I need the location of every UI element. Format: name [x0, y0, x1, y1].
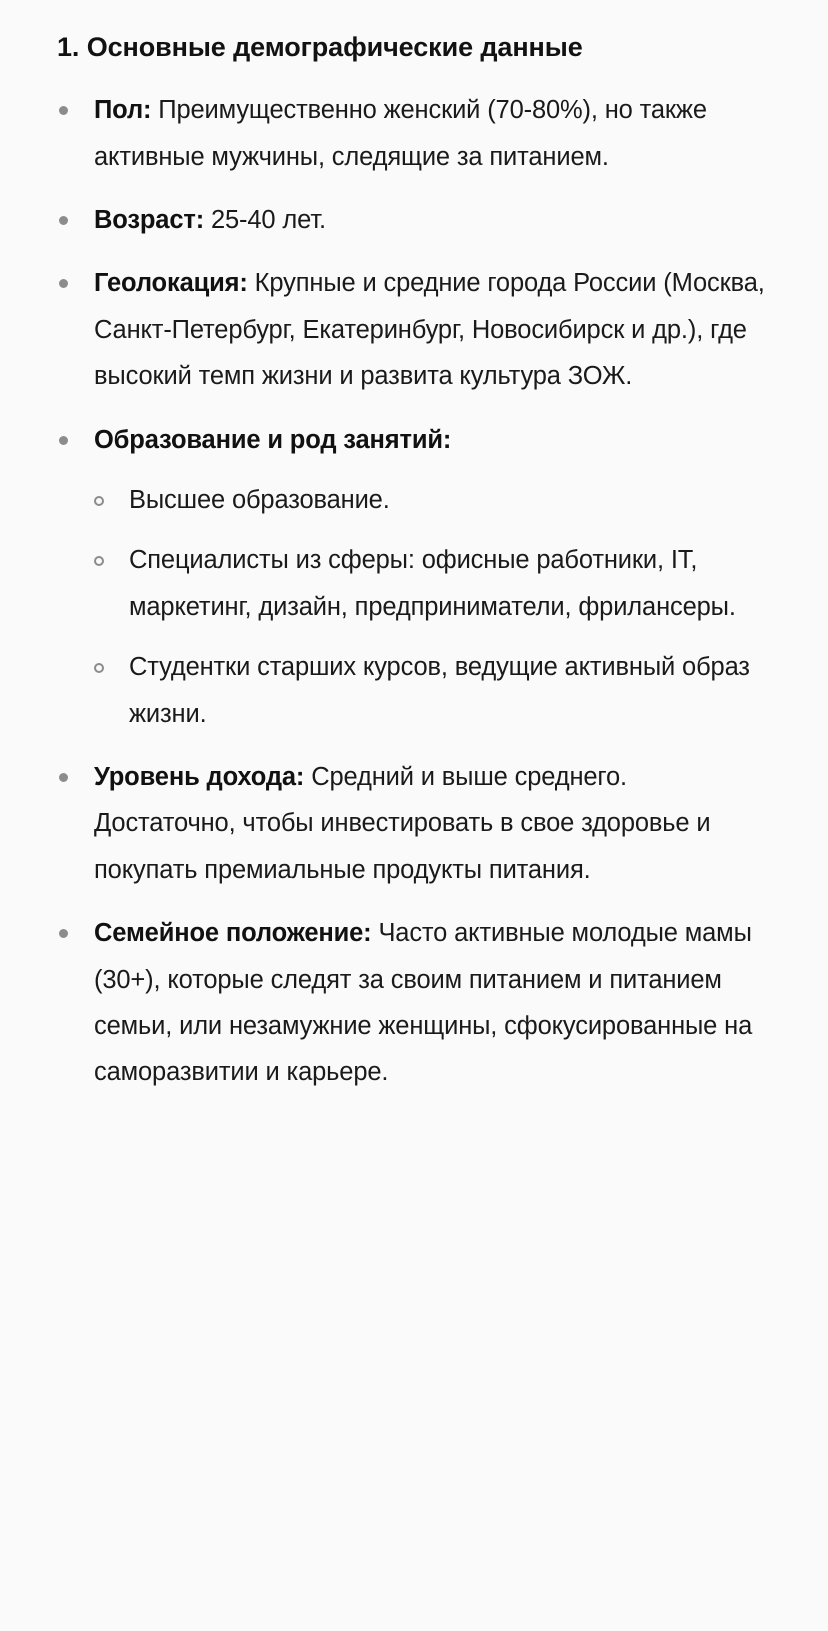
list-item: [94, 537, 766, 630]
demographics-list: [57, 87, 766, 1096]
list-item: [94, 477, 766, 523]
bullet-dot-icon: [59, 216, 68, 225]
list-item-label: Возраст:: [94, 205, 205, 234]
list-item-text: Часто активные молодые мамы (30+), которые следят за своим питанием и питанием семьи, или незамужние женщины, сфокусированные на саморазвитии и карьере.: [94, 919, 753, 1087]
list-item-label: Пол:: [94, 96, 152, 125]
list-item: [94, 644, 766, 737]
list-item: [57, 417, 766, 737]
list-item-text: Преимущественно женский (70-80%), но также активные мужчины, следящие за питанием.: [94, 96, 707, 171]
list-item-label: Уровень дохода:: [94, 762, 305, 791]
list-item: [57, 87, 766, 180]
bullet-circle-icon: [94, 556, 104, 566]
list-item-text: Студентки старших курсов, ведущие активный образ жизни.: [129, 653, 750, 728]
list-item: [57, 260, 766, 399]
bullet-circle-icon: [94, 663, 104, 673]
list-item-label: Геолокация:: [94, 269, 248, 298]
bullet-dot-icon: [59, 279, 68, 288]
occupation-sublist: [94, 477, 766, 737]
page-title: 1. Основные демографические данные: [57, 32, 583, 62]
list-item-text: Специалисты из сферы: офисные работники, IT, маркетинг, дизайн, предприниматели, фрилансеры.: [129, 546, 736, 621]
list-item-text: Крупные и средние города России (Москва, Санкт-Петербург, Екатеринбург, Новосибирск и др.), где высокий темп жизни и развита культура ЗОЖ.: [94, 269, 765, 391]
bullet-dot-icon: [59, 106, 68, 115]
bullet-dot-icon: [59, 929, 68, 938]
bullet-circle-icon: [94, 496, 104, 506]
list-item-label: Образование и род занятий:: [94, 425, 452, 454]
list-item: [57, 754, 766, 893]
list-item: [57, 910, 766, 1096]
list-item-label: Семейное положение:: [94, 919, 372, 948]
bullet-dot-icon: [59, 436, 68, 445]
list-item-text: 25-40 лет.: [204, 205, 326, 234]
list-item-text: Средний и выше среднего. Достаточно, чтобы инвестировать в свое здоровье и покупать премиальные продукты питания.: [94, 762, 711, 884]
list-item-text: Высшее образование.: [129, 485, 390, 514]
list-item: [57, 197, 766, 243]
bullet-dot-icon: [59, 773, 68, 782]
